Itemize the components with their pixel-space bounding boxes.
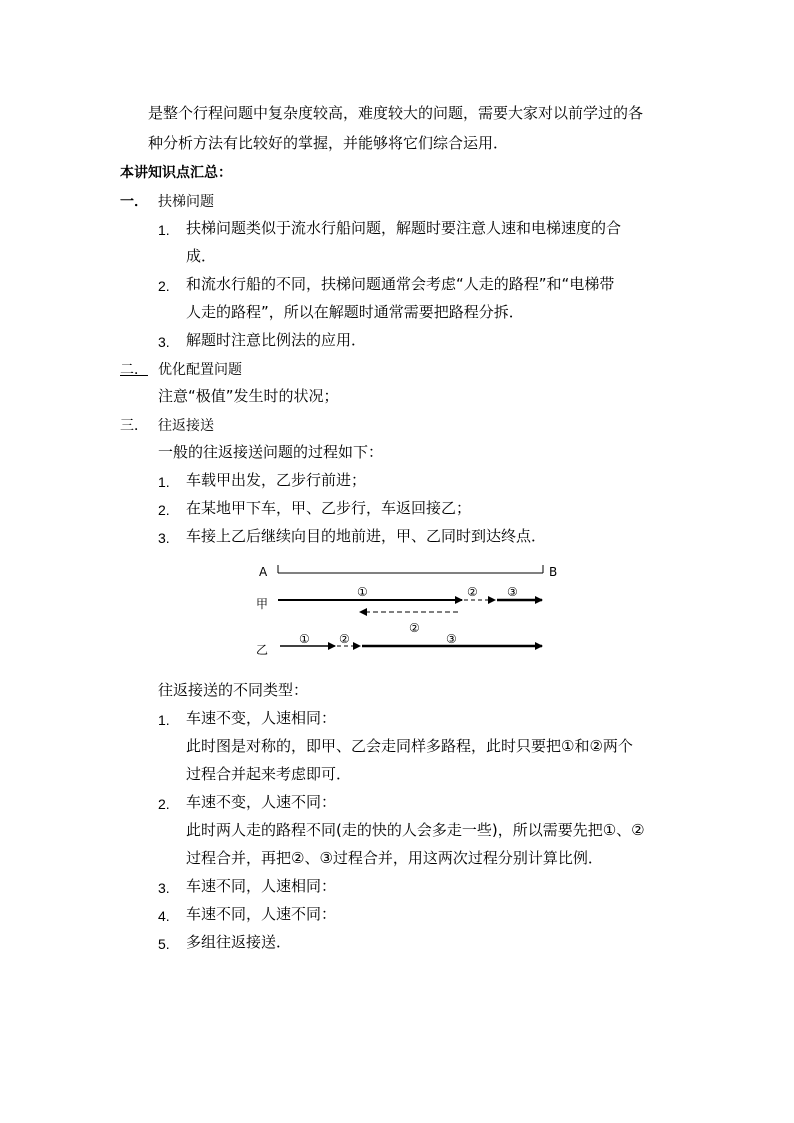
section-3-item-1-num: 1. bbox=[158, 474, 170, 490]
type-3-num: 3. bbox=[158, 880, 170, 896]
intro-line-1: 是整个行程问题中复杂度较高，难度较大的问题，需要大家对以前学过的各 bbox=[148, 104, 644, 122]
section-3-item-2-line-1: 在某地甲下车，甲、乙步行，车返回接乙； bbox=[186, 499, 472, 517]
section-2-title: 优化配置问题 bbox=[158, 362, 242, 378]
section-1-title: 扶梯问题 bbox=[158, 194, 214, 210]
type-2-detail-1: 此时两人走的路程不同(走的快的人会多走一些)，所以需要先把①、② bbox=[186, 821, 645, 839]
distance-bracket bbox=[278, 565, 543, 573]
type-5-line-1: 多组往返接送． bbox=[186, 933, 292, 951]
label-a: A bbox=[259, 565, 268, 579]
section-3-item-2-num: 2. bbox=[158, 502, 170, 518]
section-3-item-3-num: 3. bbox=[158, 530, 170, 546]
type-3-line-1: 车速不同，人速相同： bbox=[186, 877, 337, 895]
jia-circle-2: ② bbox=[467, 585, 478, 599]
label-yi: 乙 bbox=[256, 643, 269, 657]
type-2-detail-2: 过程合并，再把②、③过程合并，用这两次过程分别计算比例． bbox=[186, 849, 603, 867]
type-1-line-1: 车速不变，人速相同： bbox=[186, 709, 337, 727]
intro-line-2: 种分析方法有比较好的掌握，并能够将它们综合运用． bbox=[148, 134, 509, 152]
section-3-title: 往返接送 bbox=[158, 418, 214, 434]
jia-circle-1: ① bbox=[357, 585, 368, 599]
type-2-num: 2. bbox=[158, 796, 170, 812]
section-2-marker: 二． bbox=[120, 362, 148, 378]
type-1-detail-1: 此时图是对称的，即甲、乙会走同样多路程，此时只要把①和②两个 bbox=[186, 737, 633, 755]
types-title: 往返接送的不同类型： bbox=[158, 681, 309, 699]
section-3-item-3-line-1: 车接上乙后继续向目的地前进，甲、乙同时到达终点． bbox=[186, 527, 547, 545]
yi-circle-3: ③ bbox=[446, 632, 457, 646]
section-1-item-1-line-2: 成． bbox=[186, 247, 217, 265]
label-b: B bbox=[549, 565, 558, 579]
section-1-item-2-line-1: 和流水行船的不同，扶梯问题通常会考虑“人走的路程”和“电梯带 bbox=[186, 275, 615, 293]
section-3-item-1-line-1: 车载甲出发，乙步行前进； bbox=[186, 471, 367, 489]
type-1-num: 1. bbox=[158, 712, 170, 728]
section-3-intro: 一般的往返接送问题的过程如下： bbox=[158, 443, 384, 461]
return-circle-2: ② bbox=[409, 621, 420, 635]
section-1-item-3-num: 3. bbox=[158, 334, 170, 350]
section-1-item-3-line-1: 解题时注意比例法的应用． bbox=[186, 331, 367, 349]
section-3-marker: 三． bbox=[120, 418, 148, 434]
section-2-note: 注意“极值”发生时的状况； bbox=[158, 387, 339, 405]
yi-circle-2: ② bbox=[339, 632, 350, 646]
type-4-num: 4. bbox=[158, 908, 170, 924]
type-2-line-1: 车速不变，人速不同： bbox=[186, 793, 337, 811]
label-jia: 甲 bbox=[256, 597, 269, 611]
section-1-item-2-num: 2. bbox=[158, 278, 170, 294]
type-5-num: 5. bbox=[158, 936, 170, 952]
type-4-line-1: 车速不同，人速不同： bbox=[186, 905, 337, 923]
section-1-marker: 一． bbox=[120, 194, 148, 210]
section-1-item-1-num: 1. bbox=[158, 222, 170, 238]
section-1-item-1-line-1: 扶梯问题类似于流水行船问题，解题时要注意人速和电梯速度的合 bbox=[186, 219, 622, 237]
yi-circle-1: ① bbox=[299, 632, 310, 646]
section-1-item-2-line-2: 人走的路程”，所以在解题时通常需要把路程分拆． bbox=[186, 303, 524, 321]
type-1-detail-2: 过程合并起来考虑即可． bbox=[186, 765, 352, 783]
jia-circle-3: ③ bbox=[507, 585, 518, 599]
summary-title: 本讲知识点汇总： bbox=[120, 165, 232, 181]
